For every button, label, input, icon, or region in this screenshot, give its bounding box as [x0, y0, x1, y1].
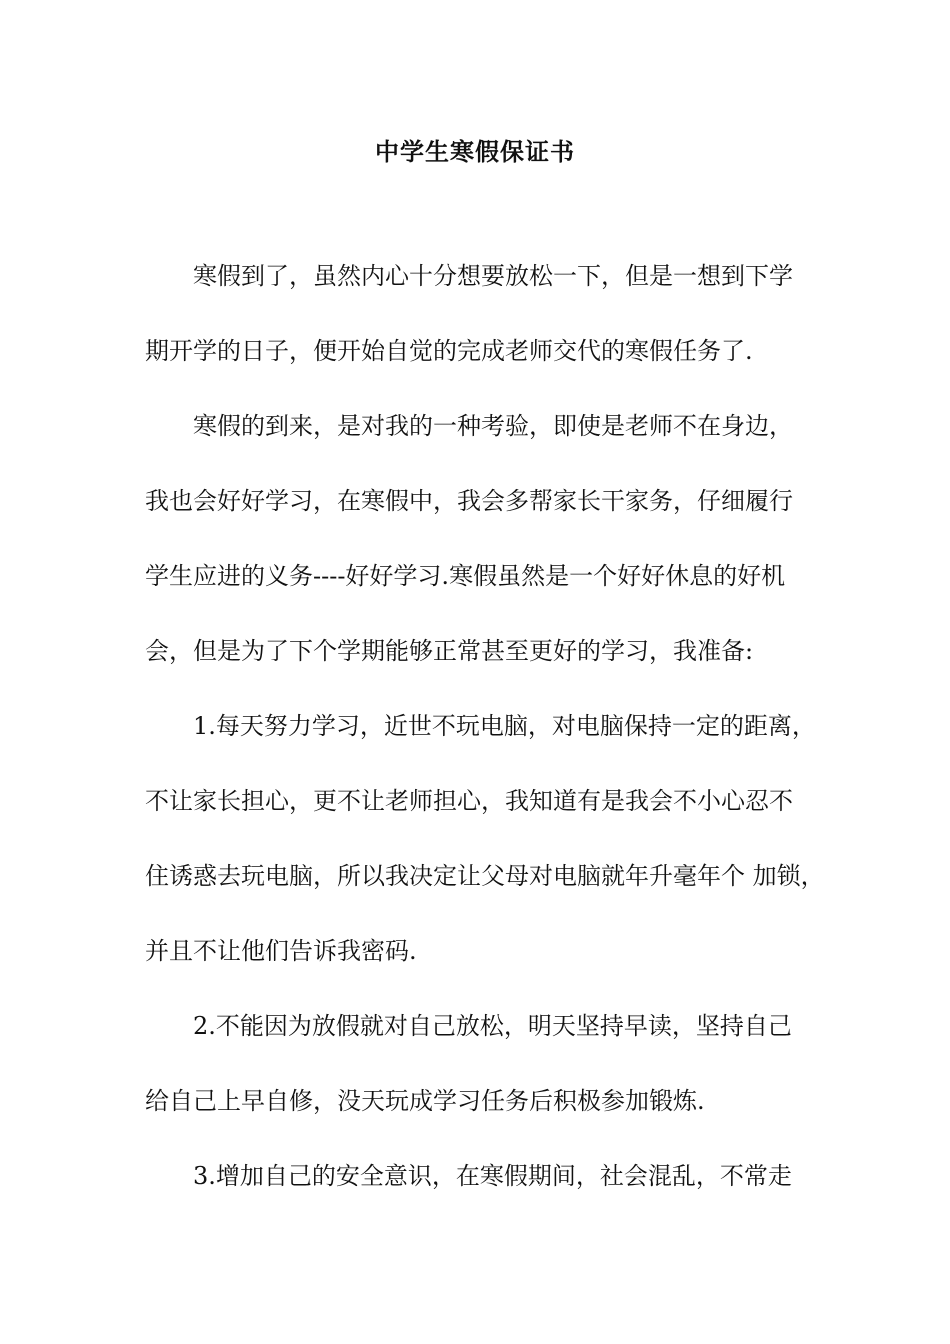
list-item-line: 2.不能因为放假就对自己放松，明天坚持早读，坚持自己 [193, 1012, 792, 1040]
paragraph-line: 寒假到了，虽然内心十分想要放松一下，但是一想到下学 [193, 262, 793, 290]
list-item-line: 并且不让他们告诉我密码. [145, 937, 417, 965]
paragraph-line: 寒假的到来，是对我的一种考验，即使是老师不在身边， [193, 412, 793, 440]
paragraph-line: 会，但是为了下个学期能够正常甚至更好的学习，我准备: [145, 637, 754, 665]
document-title: 中学生寒假保证书 [375, 138, 575, 166]
list-item-line: 住诱惑去玩电脑，所以我决定让父母对电脑就年升毫年个 加锁， [145, 862, 825, 890]
paragraph-line: 我也会好好学习，在寒假中，我会多帮家长干家务，仔细履行 [145, 487, 793, 515]
list-item-line: 给自己上早自修，没天玩成学习任务后积极参加锻炼. [145, 1087, 705, 1115]
paragraph-line: 期开学的日子，便开始自觉的完成老师交代的寒假任务了. [145, 337, 753, 365]
list-item-line: 1.每天努力学习，近世不玩电脑，对电脑保持一定的距离， [193, 712, 816, 740]
paragraph-line: 学生应进的义务----好好学习.寒假虽然是一个好好休息的好机 [145, 562, 786, 590]
list-item-line: 不让家长担心，更不让老师担心，我知道有是我会不小心忍不 [145, 787, 793, 815]
list-item-line: 3.增加自己的安全意识，在寒假期间，社会混乱，不常走 [193, 1162, 792, 1190]
